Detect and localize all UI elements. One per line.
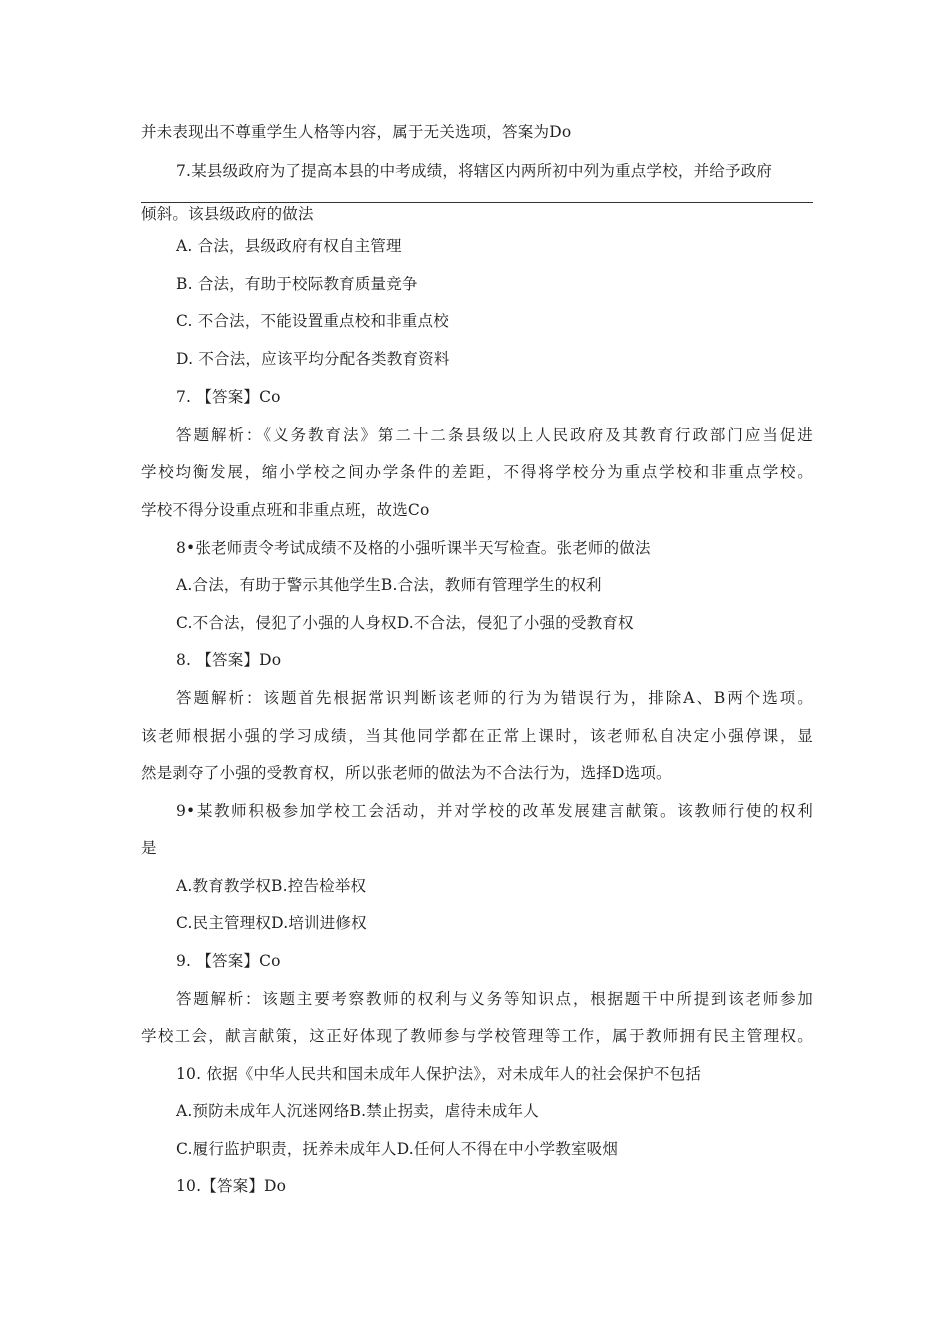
question-10-options-ab: A.预防未成年人沉迷网络B.禁止拐卖，虐待未成年人: [176, 1102, 539, 1120]
question-9-options-cd: C.民主管理权D.培训进修权: [176, 914, 367, 932]
question-7-answer: 7. 【答案】Co: [176, 388, 281, 406]
question-7-option-a: A. 合法，县级政府有权自主管理: [176, 237, 402, 255]
text-line-prev-answer: 并未表现出不尊重学生人格等内容，属于无关选项，答案为Do: [141, 123, 572, 141]
question-8-answer: 8. 【答案】Do: [176, 651, 282, 669]
question-8-analysis-end: 然是剥夺了小强的受教育权，所以张老师的做法为不合法行为，选择D选项。: [141, 764, 672, 782]
question-7-option-d: D. 不合法，应该平均分配各类教育资料: [176, 350, 450, 368]
question-8-stem: 8•张老师责令考试成绩不及格的小强听课半天写检查。张老师的做法: [176, 539, 651, 557]
question-10-options-cd: C.履行监护职责，抚养未成年人D.任何人不得在中小学教室吸烟: [176, 1140, 619, 1158]
question-7-stem-cont: 倾斜。该县级政府的做法: [141, 205, 314, 223]
question-7-analysis-end: 学校不得分设重点班和非重点班，故选Co: [141, 501, 430, 519]
question-8-analysis-cont: 该老师根据小强的学习成绩，当其他同学都在正常上课时，该老师私自决定小强停课，显: [141, 727, 813, 745]
question-9-options-ab: A.教育教学权B.控告检举权: [176, 877, 367, 895]
question-9-stem: 9•某教师积极参加学校工会活动，并对学校的改革发展建言献策。该教师行使的权利: [176, 802, 813, 820]
question-8-options-cd: C.不合法，侵犯了小强的人身权D.不合法，侵犯了小强的受教育权: [176, 614, 634, 632]
question-9-stem-cont: 是: [141, 839, 157, 857]
question-7-option-c: C. 不合法，不能设置重点校和非重点校: [176, 312, 449, 330]
question-7-analysis: 答题解析：《义务教育法》第二十二条县级以上人民政府及其教育行政部门应当促进: [176, 426, 813, 444]
question-10-answer: 10.【答案】Do: [176, 1177, 287, 1195]
question-8-options-ab: A.合法，有助于警示其他学生B.合法，教师有管理学生的权利: [176, 576, 602, 594]
question-9-answer: 9. 【答案】Co: [176, 952, 281, 970]
question-9-analysis-cont: 学校工会，献言献策，这正好体现了教师参与学校管理等工作，属于教师拥有民主管理权。: [141, 1027, 813, 1045]
question-7-analysis-cont: 学校均衡发展，缩小学校之间办学条件的差距，不得将学校分为重点学校和非重点学校。: [141, 463, 813, 481]
question-7-stem: 7.某县级政府为了提高本县的中考成绩，将辖区内两所初中列为重点学校，并给予政府: [176, 162, 773, 180]
question-8-analysis: 答题解析：该题首先根据常识判断该老师的行为为错误行为，排除A、B两个选项。: [176, 689, 813, 707]
question-9-analysis: 答题解析：该题主要考察教师的权利与义务等知识点，根据题干中所提到该老师参加: [176, 990, 813, 1008]
question-7-option-b: B. 合法，有助于校际教育质量竞争: [176, 275, 418, 293]
question-10-stem: 10. 依据《中华人民共和国未成年人保护法》，对未成年人的社会保护不包括: [176, 1065, 702, 1083]
